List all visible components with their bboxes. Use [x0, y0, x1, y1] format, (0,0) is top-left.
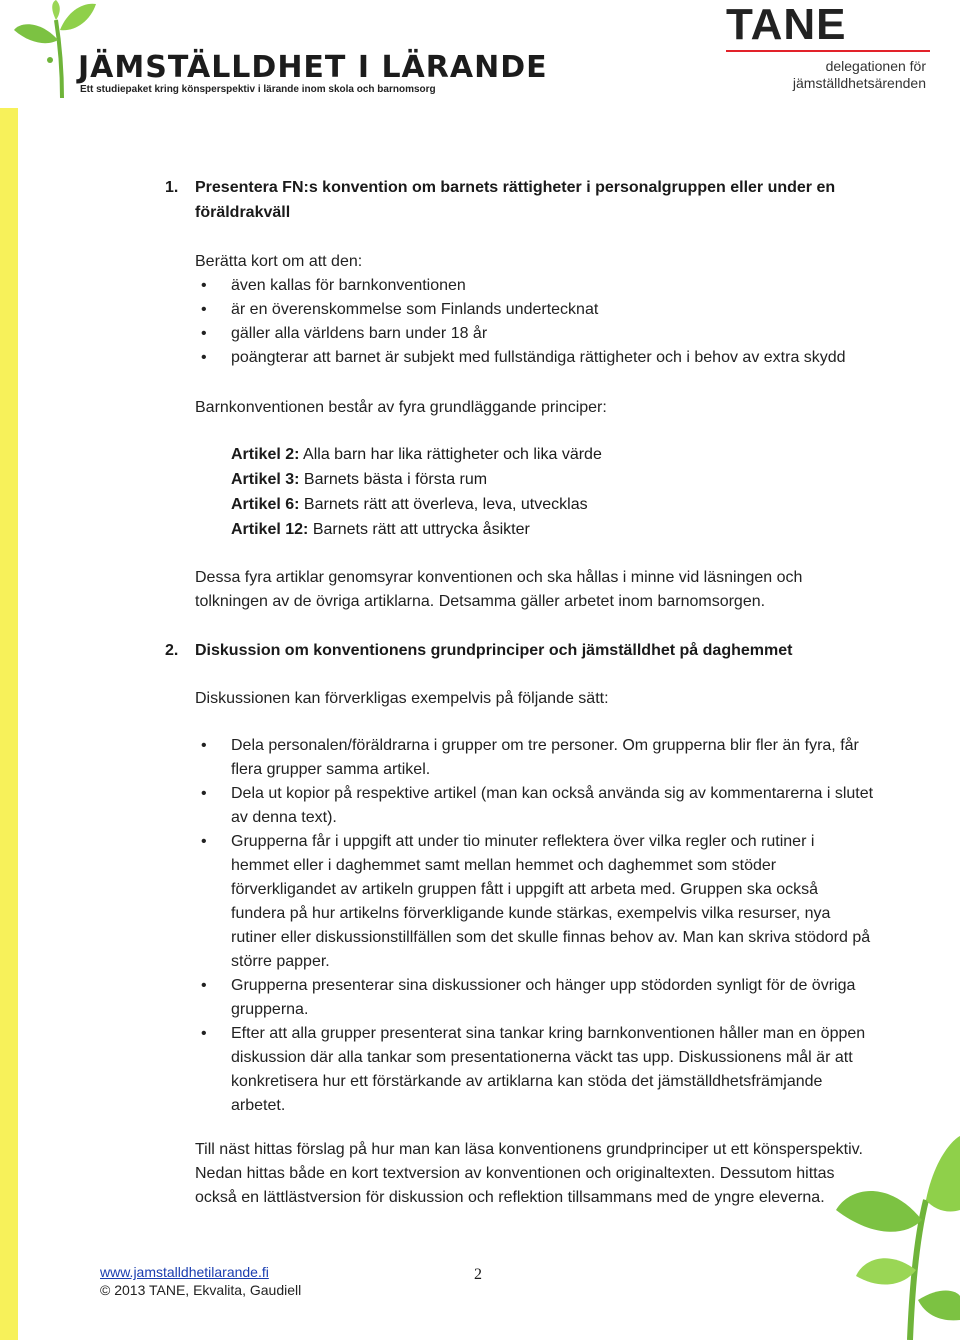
tane-red-rule: [726, 50, 930, 52]
bullet-icon: •: [201, 301, 207, 318]
logo-tagline: Ett studiepaket kring könsperspektiv i lärande inom skola och barnomsorg: [80, 84, 436, 95]
bullet-icon: •: [201, 737, 207, 754]
section-2-bullet-list: [195, 734, 875, 1118]
yellow-margin-band: [0, 108, 18, 1340]
bullet-icon: •: [201, 785, 207, 802]
article-row: Artikel 12: Barnets rätt att uttrycka åsikter: [231, 521, 530, 538]
logo-title: JÄMSTÄLLDHET I LÄRANDE: [78, 50, 548, 85]
section-1-intro: Berätta kort om att den:: [195, 253, 363, 270]
section-2-number: 2.: [165, 642, 179, 659]
section-1-title: Presentera FN:s konvention om barnets rättigheter i personalgruppen eller under en föräldrakväll: [195, 179, 836, 221]
list-item: • Grupperna presenterar sina diskussioner och hänger upp stödorden synligt för de övriga grupperna.: [195, 974, 875, 1022]
list-item: • även kallas för barnkonventionen: [195, 274, 875, 298]
section-2-intro: Diskussionen kan förverkligas exempelvis på följande sätt:: [195, 690, 609, 707]
article-row: Artikel 6: Barnets rätt att överleva, leva, utvecklas: [231, 496, 588, 513]
section-2-closing: Till näst hittas förslag på hur man kan läsa konventionens grundprinciper ut ett könsperspektiv. Nedan hittas både en kort textversion av konventionen och originaltexten. Dessutom hittas också en lättlästversion för diskussion och reflektion tillsammans med de yngre eleverna.: [195, 1141, 863, 1206]
footer-copyright: © 2013 TANE, Ekvalita, Gaudiell: [100, 1282, 302, 1298]
bullet-icon: •: [201, 325, 207, 342]
article-row: Artikel 2: Alla barn har lika rättigheter och lika värde: [231, 446, 602, 463]
bullet-icon: •: [201, 977, 207, 994]
logo-jamstalldhet: [0, 0, 580, 100]
list-item: • Grupperna får i uppgift att under tio minuter reflektera över vilka regler och rutiner i hemmet eller i daghemmet samt mellan hemmet och daghemmet som stöder förverkligandet av artikeln gruppen fått i uppgift att arbeta med. Gruppen ska också fundera på hur artikelns förverkligande kunde stärkas, exempelvis vilka resurser, nya rutiner eller diskussionstillfällen som det skulle finnas behov av. Man kan skriva stödord på större papper.: [195, 830, 875, 974]
section-2-heading: [165, 638, 875, 663]
section-2-title: Diskussion om konventionens grundprinciper och jämställdhet på daghemmet: [195, 642, 793, 659]
tane-wordmark: TANE: [726, 0, 847, 49]
principles-intro: Barnkonventionen består av fyra grundläggande principer:: [195, 399, 607, 416]
tane-subtitle-1: delegationen för: [825, 58, 926, 74]
bullet-icon: •: [201, 1025, 207, 1042]
bullet-icon: •: [201, 277, 207, 294]
list-item: • Dela ut kopior på respektive artikel (man kan också använda sig av kommentarerna i slutet av denna text).: [195, 782, 875, 830]
list-item: • gäller alla världens barn under 18 år: [195, 322, 875, 346]
footer-website-link[interactable]: www.jamstalldhetilarande.fi: [100, 1264, 269, 1280]
list-item: • poängterar att barnet är subjekt med fullständiga rättigheter och i behov av extra skydd: [195, 346, 875, 370]
bullet-icon: •: [201, 833, 207, 850]
section-1-bullet-list: [195, 274, 875, 370]
section-1-heading: [165, 175, 875, 225]
logo-tane: [726, 0, 950, 96]
article-list: [231, 442, 871, 542]
section-1-number: 1.: [165, 179, 179, 196]
list-item: • är en överenskommelse som Finlands undertecknat: [195, 298, 875, 322]
page-number: 2: [474, 1266, 482, 1283]
bullet-icon: •: [201, 349, 207, 366]
sprout-decoration-icon: [830, 1090, 960, 1340]
list-item: • Efter att alla grupper presenterat sina tankar kring barnkonventionen håller man en öppen diskussion där alla tankar som presentationerna väckt tas upp. Diskussionens mål är att konkretisera hur ett förstärkande av artiklarna kan stöda det jämställdhetsfrämjande arbetet.: [195, 1022, 875, 1118]
list-item: • Dela personalen/föräldrarna i grupper om tre personer. Om grupperna blir fler än fyra, får flera grupper samma artikel.: [195, 734, 875, 782]
article-row: Artikel 3: Barnets bästa i första rum: [231, 471, 488, 488]
tane-subtitle-2: jämställdhetsärenden: [792, 75, 926, 91]
section-1-closing: Dessa fyra artiklar genomsyrar konventionen och ska hållas i minne vid läsningen och tolkningen av de övriga artiklarna. Detsamma gäller arbetet inom barnomsorgen.: [195, 569, 803, 610]
